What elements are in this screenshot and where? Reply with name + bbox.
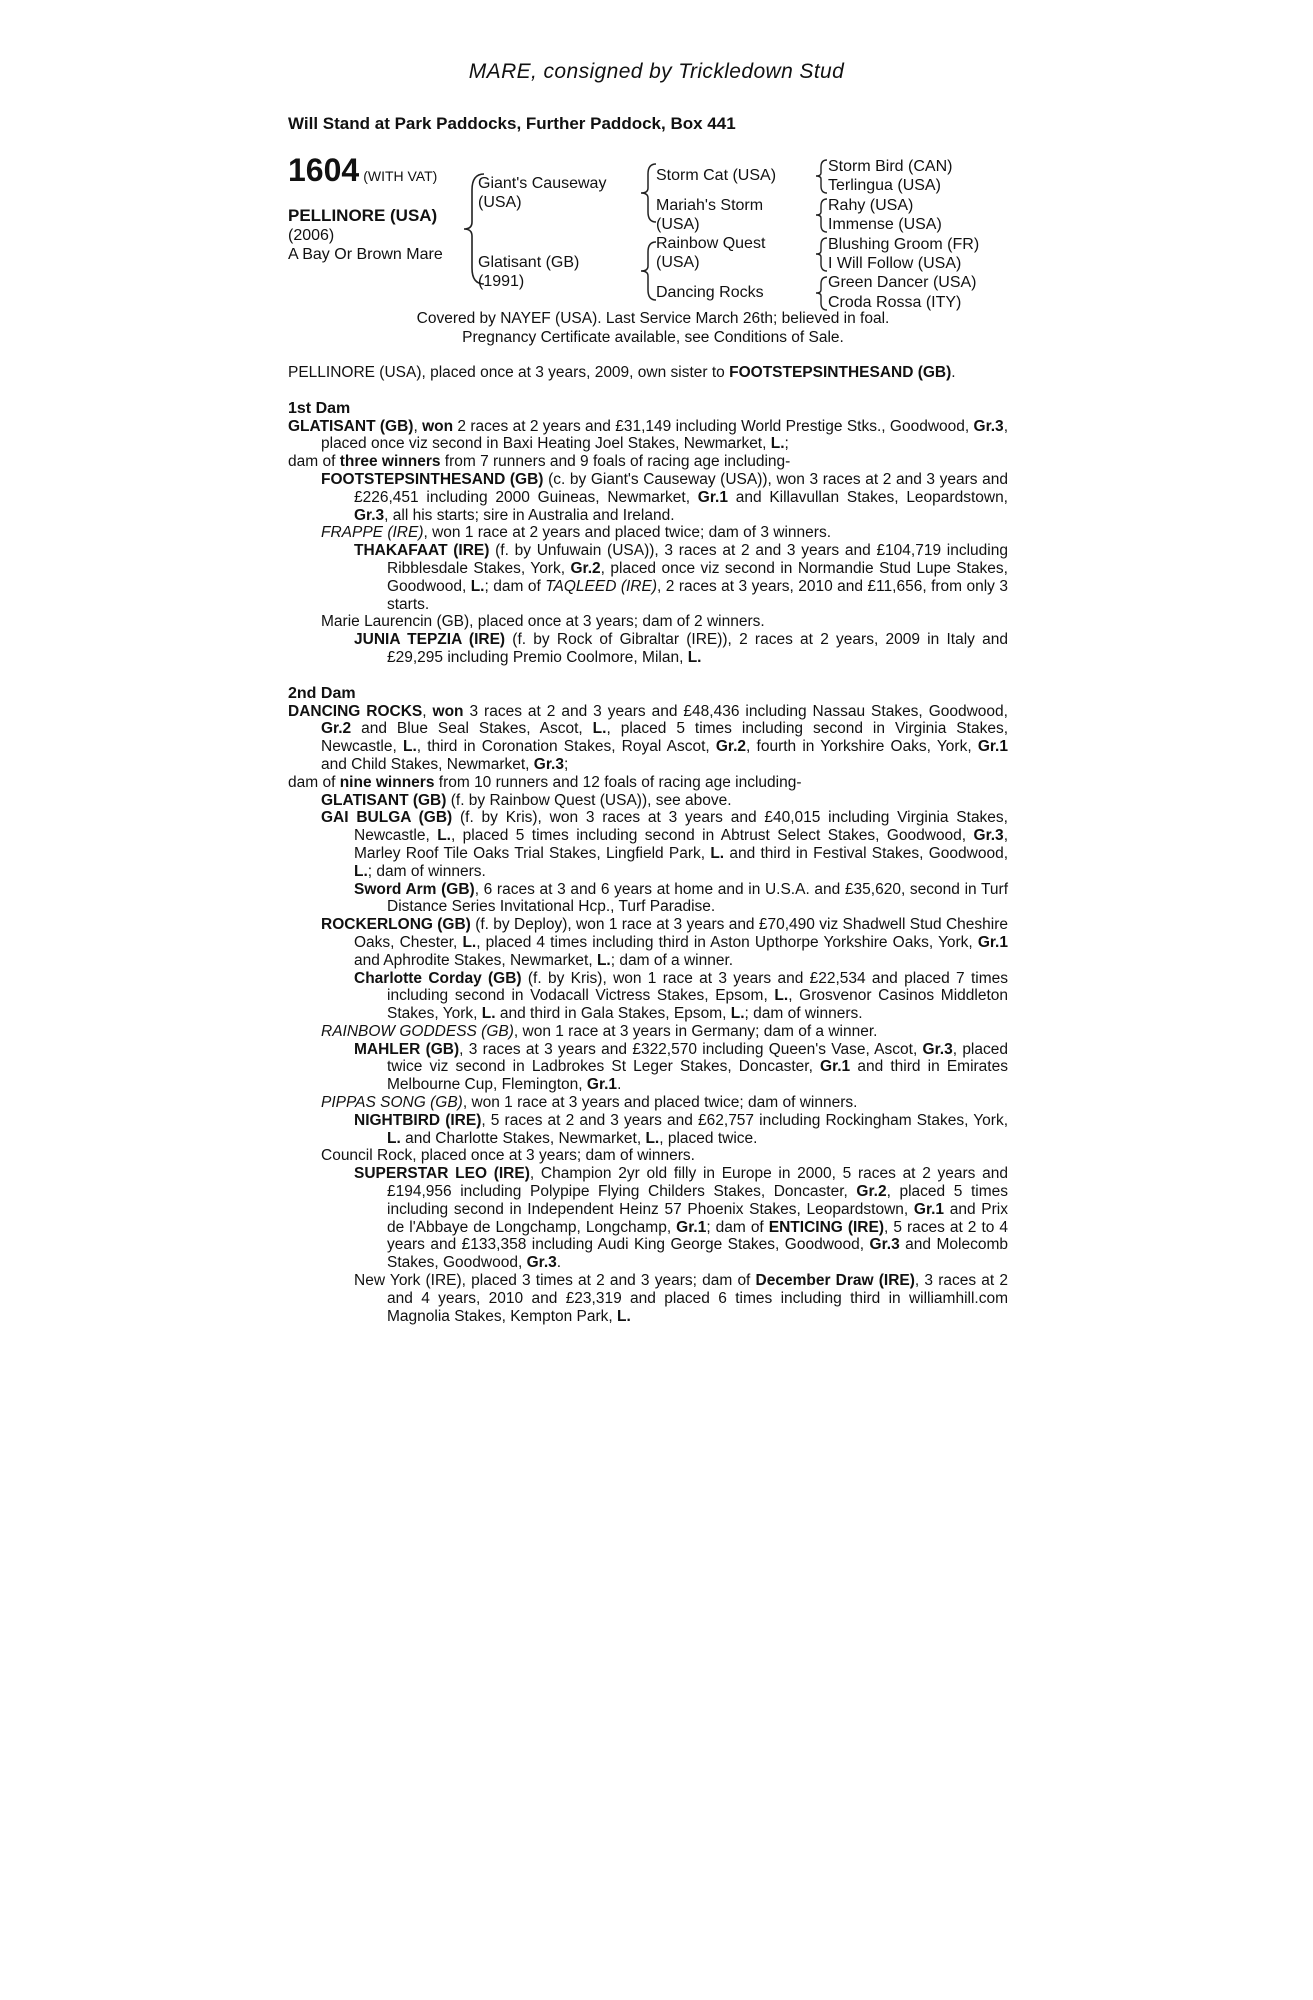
vat-note: (WITH VAT) [363, 168, 438, 184]
covered-line-2: Pregnancy Certificate available, see Conditions of Sale. [462, 329, 844, 346]
great-grandparents [828, 157, 979, 312]
gg-blushing-groom: Blushing Groom (FR) [828, 235, 980, 253]
produce-council-rock: Council Rock, placed once at 3 years; dam of winners. [321, 1147, 695, 1165]
gg-storm-bird: Storm Bird (CAN) [828, 158, 953, 175]
produce-glatisant: GLATISANT (GB) (f. by Rainbow Quest (USA)), see above. [321, 791, 732, 809]
produce-mahler: MAHLER (GB), 3 races at 3 years and £322,570 including Queen's Vase, Ascot, Gr.3, placed twice viz second in Ladbrokes St Leger Stakes, Doncaster, Gr.1 and third in Emirates Melbourne Cup, Flemington, Gr.1. [354, 1040, 1008, 1094]
dam-line-2: (1991) [478, 273, 525, 290]
produce-nightbird: NIGHTBIRD (IRE), 5 races at 2 and 3 years and £62,757 including Rockingham Stakes, York, L. and Charlotte Stakes, Newmarket, L., placed twice. [354, 1111, 1008, 1147]
first-dam-record: GLATISANT (GB), won 2 races at 2 years and £31,149 including World Prestige Stks., Goodwood, Gr.3, placed once viz second in Baxi Heating Joel Stakes, Newmarket, L.; [288, 417, 1008, 453]
horse-description: A Bay Or Brown Mare [288, 246, 443, 263]
produce-marie-laurencin: Marie Laurencin (GB), placed once at 3 years; dam of 2 winners. [321, 613, 765, 631]
sire-line-2: (USA) [478, 194, 522, 211]
covered-note [288, 309, 1018, 347]
dam-line-1: Glatisant (GB) [478, 254, 580, 271]
second-dam-record: DANCING ROCKS, won 3 races at 2 and 3 years and £48,436 including Nassau Stakes, Goodwood, Gr.2 and Blue Seal Stakes, Ascot, L., placed 5 times including second in Virginia Stakes, Newcastle, L., third in Coronation Stakes, Royal Ascot, Gr.2, fourth in Yorkshire Oaks, York, Gr.1 and Child Stakes, Newmarket, Gr.3; [288, 702, 1008, 773]
grandsire-1: Storm Cat (USA) [656, 167, 777, 184]
produce-pippas-song: PIPPAS SONG (GB), won 1 race at 3 years and placed twice; dam of winners. [321, 1094, 858, 1112]
sire-line-1: Giant's Causeway [478, 175, 607, 192]
gg-i-will-follow: I Will Follow (USA) [828, 255, 962, 273]
produce-junia-tepzia: JUNIA TEPZIA (IRE) (f. by Rock of Gibraltar (IRE)), 2 races at 2 years, 2009 in Italy and £29,295 including Premio Coolmore, Milan, L. [354, 631, 1008, 666]
gg-terlingua: Terlingua (USA) [828, 177, 941, 195]
produce-new-york: New York (IRE), placed 3 times at 2 and 3 years; dam of December Draw (IRE), 3 races at 2 and 4 years, 2010 and £23,319 and placed 6 times including third in williamhill.com Magnolia Stakes, Kempton Park, L. [354, 1272, 1008, 1325]
granddam-1 [656, 196, 763, 234]
covered-line-1: Covered by NAYEF (USA). Last Service March 26th; believed in foal. [416, 310, 890, 327]
grandsire-2-line-1: Rainbow Quest [656, 235, 766, 252]
produce-superstar-leo: SUPERSTAR LEO (IRE), Champion 2yr old filly in Europe in 2000, 5 races at 2 years and £194,956 including Polypipe Flying Childers Stakes, Doncaster, Gr.2, placed 5 times including second in Independent Heinz 57 Phoenix Stakes, Leopardstown, Gr.1 and Prix de l'Abbaye de Longchamp, Longchamp, Gr.1; dam of ENTICING (IRE), 5 races at 2 to 4 years and £133,358 including Audi King George Stakes, Goodwood, Gr.3 and Molecomb Stakes, Goodwood, Gr.3. [354, 1165, 1009, 1272]
gg-green-dancer: Green Dancer (USA) [828, 274, 977, 292]
page-header: MARE, consigned by Trickledown Stud [468, 60, 845, 83]
catalogue-body [288, 364, 1008, 1325]
sire-name [478, 174, 606, 212]
second-dam-produce-summary: dam of nine winners from 10 runners and 12 foals of racing age including- [288, 773, 802, 791]
second-dam-heading: 2nd Dam [288, 684, 356, 702]
horse-year: (2006) [288, 227, 335, 244]
granddam-1-line-1: Mariah's Storm [656, 197, 764, 214]
produce-rockerlong: ROCKERLONG (GB) (f. by Deploy), won 1 race at 3 years and £70,490 viz Shadwell Stud Cheshire Oaks, Chester, L., placed 4 times including third in Aston Upthorpe Yorkshire Oaks, York, Gr.1 and Aphrodite Stakes, Newmarket, L.; dam of a winner. [321, 916, 1009, 969]
gg-rahy: Rahy (USA) [828, 196, 914, 214]
lot-number: 1604 [288, 152, 360, 188]
stand-location: Will Stand at Park Paddocks, Further Paddock, Box 441 [288, 114, 736, 133]
lot-number-row [288, 152, 437, 189]
gg-croda-rossa: Croda Rossa (ITY) [828, 293, 962, 311]
first-dam-produce-summary: dam of three winners from 7 runners and 9 foals of racing age including- [288, 453, 791, 471]
produce-rainbow-goddess: RAINBOW GODDESS (GB), won 1 race at 3 years in Germany; dam of a winner. [321, 1022, 878, 1040]
produce-thakafaat: THAKAFAAT (IRE) (f. by Unfuwain (USA)), 3 races at 2 and 3 years and £104,719 including Ribblesdale Stakes, York, Gr.2, placed once viz second in Normandie Stud Lupe Stakes, Goodwood, L.; dam of TAQLEED (IRE), 2 races at 3 years, 2010 and £11,656, from only 3 starts. [354, 542, 1008, 613]
horse-name: PELLINORE (USA) [288, 206, 438, 225]
produce-footstepsinthesand: FOOTSTEPSINTHESAND (GB) (c. by Giant's Causeway (USA)), won 3 races at 2 and 3 years and £226,451 including 2000 Guineas, Newmarket, Gr.1 and Killavullan Stakes, Leopardstown, Gr.3, all his starts; sire in Australia and Ireland. [321, 470, 1008, 524]
gg-immense: Immense (USA) [828, 216, 942, 234]
produce-gai-bulga: GAI BULGA (GB) (f. by Kris), won 3 races at 3 years and £40,015 including Virginia Stakes, Newcastle, L., placed 5 times including second in Abtrust Select Stakes, Goodwood, Gr.3, Marley Roof Tile Oaks Trial Stakes, Lingfield Park, L. and third in Festival Stakes, Goodwood, L.; dam of winners. [321, 809, 1008, 880]
first-dam-heading: 1st Dam [288, 399, 351, 417]
grandsire-2-line-2: (USA) [656, 254, 700, 271]
produce-charlotte-corday: Charlotte Corday (GB) (f. by Kris), won 1 race at 3 years and £22,534 and placed 7 times including second in Vodacall Victress Stakes, Epsom, L., Grosvenor Casinos Middleton Stakes, York, L. and third in Gala Stakes, Epsom, L.; dam of winners. [354, 969, 1008, 1023]
grandsire-2 [656, 234, 765, 272]
produce-frappe: FRAPPE (IRE), won 1 race at 2 years and placed twice; dam of 3 winners. [321, 524, 832, 542]
intro-paragraph: PELLINORE (USA), placed once at 3 years, 2009, own sister to FOOTSTEPSINTHESAND (GB). [288, 364, 956, 381]
dam-name [478, 253, 579, 291]
produce-sword-arm: Sword Arm (GB), 6 races at 3 and 6 years at home and in U.S.A. and £35,620, second in Turf Distance Series Invitational Hcp., Turf Paradise. [354, 880, 1008, 916]
granddam-2: Dancing Rocks [656, 284, 764, 301]
granddam-1-line-2: (USA) [656, 216, 700, 233]
